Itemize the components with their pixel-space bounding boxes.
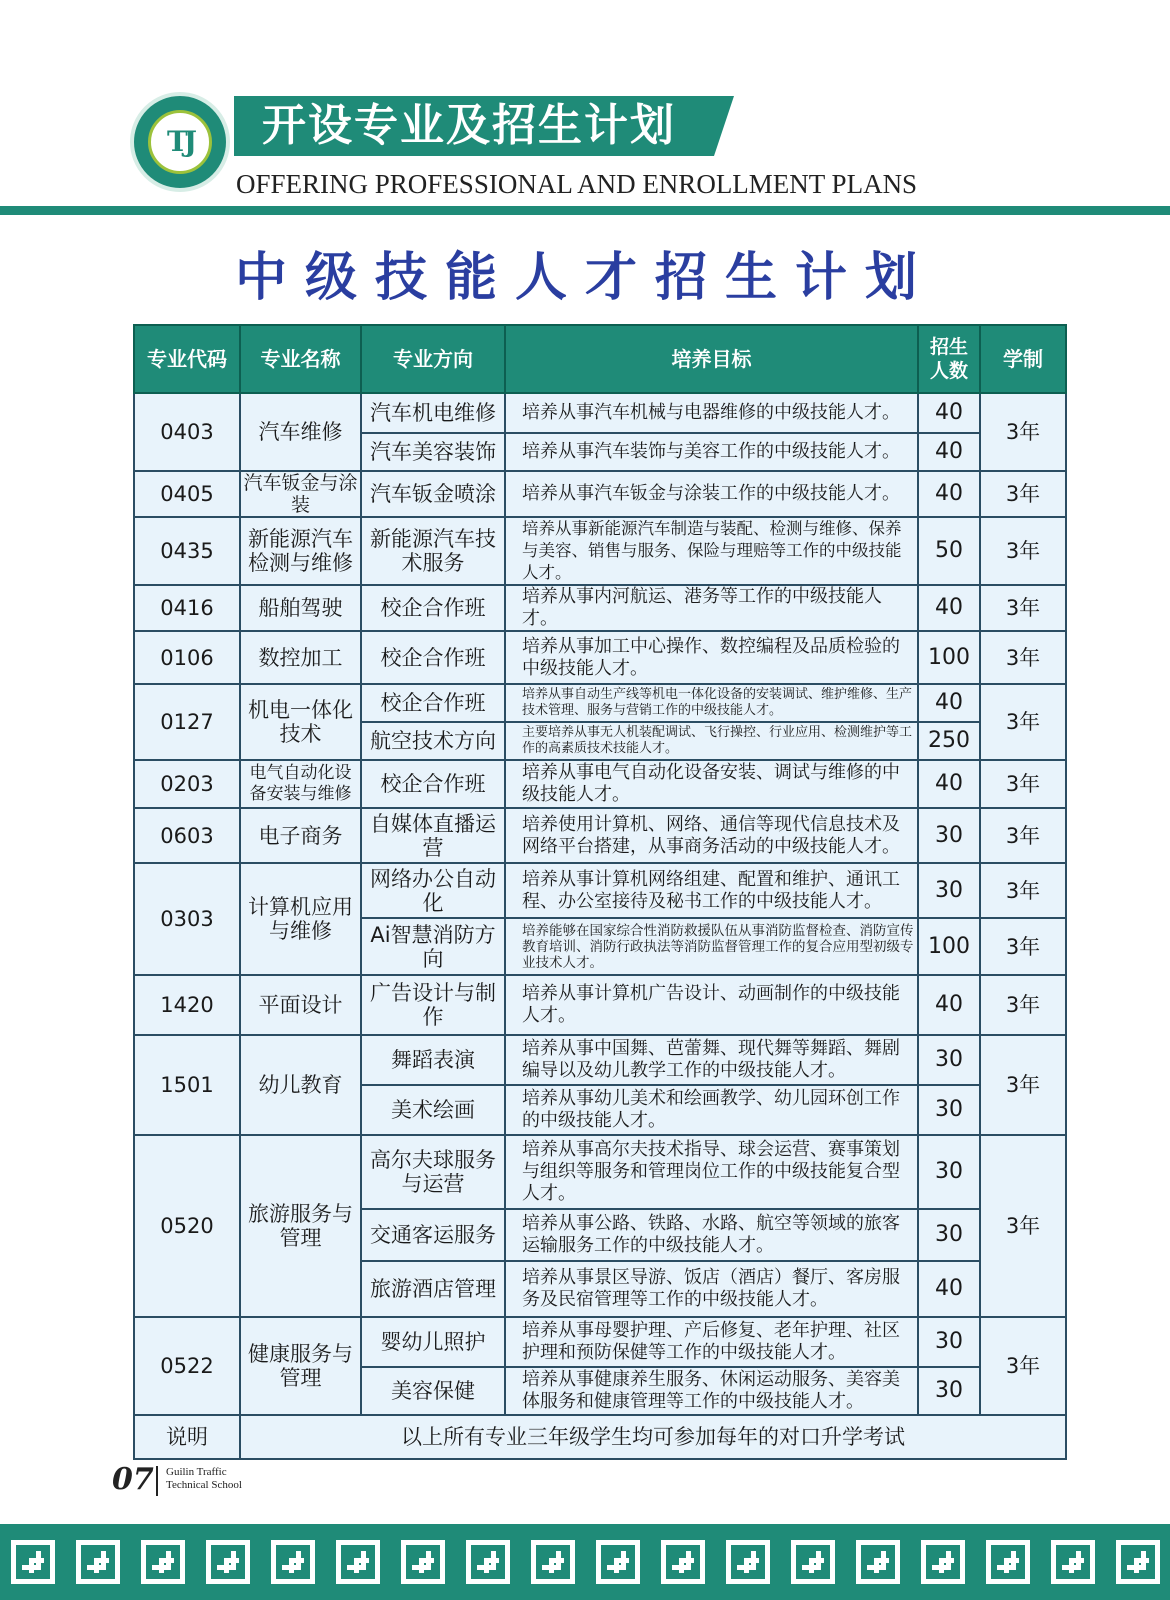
cell-goal: 主要培养从事无人机装配调试、飞行操控、行业应用、检测维护等工作的高素质技术技能人才。: [505, 722, 918, 760]
cell-name: 新能源汽车检测与维修: [240, 517, 361, 585]
cell-name: 汽车维修: [240, 393, 361, 471]
cell-code: 0127: [134, 684, 240, 760]
cell-enroll: 40: [918, 975, 980, 1035]
meander-pattern-icon: [336, 1540, 380, 1584]
cell-goal: 培养从事中国舞、芭蕾舞、现代舞等舞蹈、舞剧编导以及幼儿教学工作的中级技能人才。: [505, 1035, 918, 1085]
cell-direction: 汽车钣金喷涂: [361, 471, 505, 517]
header-years: 学制: [980, 325, 1066, 393]
cell-enroll: 30: [918, 1085, 980, 1135]
header-code: 专业代码: [134, 325, 240, 393]
header-name: 专业名称: [240, 325, 361, 393]
cell-direction: Ai智慧消防方向: [361, 918, 505, 975]
meander-pattern-icon: [141, 1540, 185, 1584]
cell-enroll: 30: [918, 1367, 980, 1415]
cell-name: 电子商务: [240, 808, 361, 863]
cell-goal: 培养从事汽车钣金与涂装工作的中级技能人才。: [505, 471, 918, 517]
cell-years: 3年: [980, 393, 1066, 471]
cell-years: 3年: [980, 517, 1066, 585]
table-row: [134, 631, 1066, 684]
table-row: [134, 393, 1066, 433]
cell-code: 0520: [134, 1135, 240, 1317]
meander-pattern-icon: [921, 1540, 965, 1584]
cell-direction: 网络办公自动化: [361, 863, 505, 918]
cell-goal: 培养使用计算机、网络、通信等现代信息技术及网络平台搭建，从事商务活动的中级技能人才。: [505, 808, 918, 863]
table-row: [134, 1035, 1066, 1085]
cell-years: 3年: [980, 585, 1066, 631]
cell-direction: 舞蹈表演: [361, 1035, 505, 1085]
cell-years: 3年: [980, 808, 1066, 863]
cell-direction: 校企合作班: [361, 684, 505, 722]
cell-enroll: 30: [918, 1135, 980, 1209]
table-row: [134, 585, 1066, 631]
table-row: [134, 863, 1066, 918]
cell-enroll: 40: [918, 760, 980, 808]
cell-goal: 培养从事内河航运、港务等工作的中级技能人才。: [505, 585, 918, 631]
meander-pattern-icon: [856, 1540, 900, 1584]
cell-enroll: 40: [918, 393, 980, 433]
cell-years: 3年: [980, 918, 1066, 975]
meander-pattern-icon: [791, 1540, 835, 1584]
cell-direction: 高尔夫球服务与运营: [361, 1135, 505, 1209]
meander-pattern-icon: [596, 1540, 640, 1584]
cell-code: 0405: [134, 471, 240, 517]
table-row: [134, 760, 1066, 808]
cell-name: 船舶驾驶: [240, 585, 361, 631]
cell-goal: 培养从事汽车机械与电器维修的中级技能人才。: [505, 393, 918, 433]
cell-goal: 培养从事高尔夫技术指导、球会运营、赛事策划与组织等服务和管理岗位工作的中级技能复合型人才。: [505, 1135, 918, 1209]
meander-pattern-icon: [76, 1540, 120, 1584]
cell-enroll: 40: [918, 684, 980, 722]
cell-name: 幼儿教育: [240, 1035, 361, 1135]
cell-name: 数控加工: [240, 631, 361, 684]
cell-direction: 广告设计与制作: [361, 975, 505, 1035]
cell-code: 0522: [134, 1317, 240, 1415]
table-row: [134, 684, 1066, 722]
cell-goal: 培养从事健康养生服务、休闲运动服务、美容美体服务和健康管理等工作的中级技能人才。: [505, 1367, 918, 1415]
cell-goal: 培养从事新能源汽车制造与装配、检测与维修、保养与美容、销售与服务、保险与理赔等工作的中级技能人才。: [505, 517, 918, 585]
cell-years: 3年: [980, 684, 1066, 760]
cell-direction: 旅游酒店管理: [361, 1261, 505, 1317]
decorative-border: [0, 1524, 1170, 1600]
cell-years: 3年: [980, 471, 1066, 517]
cell-direction: 校企合作班: [361, 760, 505, 808]
page-title: 开设专业及招生计划: [262, 100, 676, 151]
meander-pattern-icon: [1116, 1540, 1160, 1584]
table-header-row: [134, 325, 1066, 393]
cell-code: 0403: [134, 393, 240, 471]
table-row: [134, 1317, 1066, 1367]
cell-direction: 婴幼儿照护: [361, 1317, 505, 1367]
cell-name: 旅游服务与管理: [240, 1135, 361, 1317]
meander-pattern-icon: [206, 1540, 250, 1584]
cell-name: 电气自动化设备安装与维修: [240, 760, 361, 808]
cell-goal: 培养从事加工中心操作、数控编程及品质检验的中级技能人才。: [505, 631, 918, 684]
school-emblem-icon: [130, 92, 230, 192]
cell-enroll: 30: [918, 1317, 980, 1367]
cell-goal: 培养从事计算机网络组建、配置和维护、通讯工程、办公室接待及秘书工作的中级技能人才。: [505, 863, 918, 918]
cell-enroll: 50: [918, 517, 980, 585]
emblem-monogram: TJ: [166, 125, 194, 158]
cell-goal: 培养从事母婴护理、产后修复、老年护理、社区护理和预防保健等工作的中级技能人才。: [505, 1317, 918, 1367]
header-divider: [0, 206, 1170, 215]
note-text: 以上所有专业三年级学生均可参加每年的对口升学考试: [240, 1415, 1066, 1459]
cell-direction: 校企合作班: [361, 585, 505, 631]
cell-goal: 培养从事自动生产线等机电一体化设备的安装调试、维护维修、生产技术管理、服务与营销工作的中级技能人才。: [505, 684, 918, 722]
cell-direction: 汽车机电维修: [361, 393, 505, 433]
cell-years: 3年: [980, 863, 1066, 918]
cell-goal: 培养从事幼儿美术和绘画教学、幼儿园环创工作的中级技能人才。: [505, 1085, 918, 1135]
cell-enroll: 40: [918, 585, 980, 631]
enrollment-table: [133, 324, 1067, 1460]
header-enroll: 招生人数: [918, 325, 980, 393]
cell-code: 0603: [134, 808, 240, 863]
school-name-line1: Guilin Traffic: [166, 1466, 227, 1478]
cell-code: 0203: [134, 760, 240, 808]
meander-pattern-icon: [1051, 1540, 1095, 1584]
page-title-english: OFFERING PROFESSIONAL AND ENROLLMENT PLANS: [236, 169, 918, 199]
cell-code: 0303: [134, 863, 240, 975]
cell-enroll: 250: [918, 722, 980, 760]
cell-code: 1501: [134, 1035, 240, 1135]
cell-name: 健康服务与管理: [240, 1317, 361, 1415]
meander-pattern-icon: [401, 1540, 445, 1584]
note-label: 说明: [134, 1415, 240, 1459]
cell-years: 3年: [980, 631, 1066, 684]
table-row: [134, 975, 1066, 1035]
table-row: [134, 517, 1066, 585]
cell-direction: 美术绘画: [361, 1085, 505, 1135]
cell-enroll: 30: [918, 808, 980, 863]
cell-enroll: 30: [918, 1209, 980, 1261]
cell-years: 3年: [980, 1317, 1066, 1415]
cell-name: 机电一体化技术: [240, 684, 361, 760]
table-row: [134, 471, 1066, 517]
cell-years: 3年: [980, 760, 1066, 808]
cell-direction: 新能源汽车技术服务: [361, 517, 505, 585]
cell-goal: 培养能够在国家综合性消防救援队伍从事消防监督检查、消防宣传教育培训、消防行政执法等消防监督管理工作的复合应用型初级专业技术人才。: [505, 918, 918, 975]
cell-years: 3年: [980, 1035, 1066, 1135]
cell-direction: 美容保健: [361, 1367, 505, 1415]
cell-name: 汽车钣金与涂装: [240, 471, 361, 517]
cell-goal: 培养从事计算机广告设计、动画制作的中级技能人才。: [505, 975, 918, 1035]
meander-pattern-icon: [726, 1540, 770, 1584]
cell-code: 0435: [134, 517, 240, 585]
meander-pattern-icon: [661, 1540, 705, 1584]
cell-code: 0106: [134, 631, 240, 684]
cell-direction: 汽车美容装饰: [361, 433, 505, 471]
cell-direction: 自媒体直播运营: [361, 808, 505, 863]
table-row: [134, 808, 1066, 863]
cell-enroll: 40: [918, 471, 980, 517]
cell-code: 1420: [134, 975, 240, 1035]
cell-name: 计算机应用与维修: [240, 863, 361, 975]
cell-enroll: 30: [918, 863, 980, 918]
meander-pattern-icon: [11, 1540, 55, 1584]
cell-enroll: 40: [918, 433, 980, 471]
header-direction: 专业方向: [361, 325, 505, 393]
cell-enroll: 40: [918, 1261, 980, 1317]
meander-pattern-icon: [466, 1540, 510, 1584]
cell-enroll: 100: [918, 918, 980, 975]
header-goal: 培养目标: [505, 325, 918, 393]
cell-code: 0416: [134, 585, 240, 631]
cell-direction: 交通客运服务: [361, 1209, 505, 1261]
cell-goal: 培养从事电气自动化设备安装、调试与维修的中级技能人才。: [505, 760, 918, 808]
cell-direction: 校企合作班: [361, 631, 505, 684]
meander-pattern-icon: [986, 1540, 1030, 1584]
section-subtitle: 中级技能人才招生计划: [234, 247, 935, 308]
cell-direction: 航空技术方向: [361, 722, 505, 760]
emblem-center: [148, 110, 212, 174]
school-name-line2: Technical School: [166, 1479, 242, 1491]
page-number: 07: [112, 1462, 154, 1497]
cell-goal: 培养从事公路、铁路、水路、航空等领域的旅客运输服务工作的中级技能人才。: [505, 1209, 918, 1261]
school-name: [166, 1466, 242, 1492]
cell-goal: 培养从事景区导游、饭店（酒店）餐厅、客房服务及民宿管理等工作的中级技能人才。: [505, 1261, 918, 1317]
cell-enroll: 100: [918, 631, 980, 684]
footer-divider: [156, 1466, 158, 1496]
cell-years: 3年: [980, 1135, 1066, 1317]
meander-pattern-icon: [271, 1540, 315, 1584]
table-note-row: [134, 1415, 1066, 1459]
table-row: [134, 1135, 1066, 1209]
cell-enroll: 30: [918, 1035, 980, 1085]
meander-pattern-icon: [531, 1540, 575, 1584]
cell-name: 平面设计: [240, 975, 361, 1035]
cell-years: 3年: [980, 975, 1066, 1035]
cell-goal: 培养从事汽车装饰与美容工作的中级技能人才。: [505, 433, 918, 471]
